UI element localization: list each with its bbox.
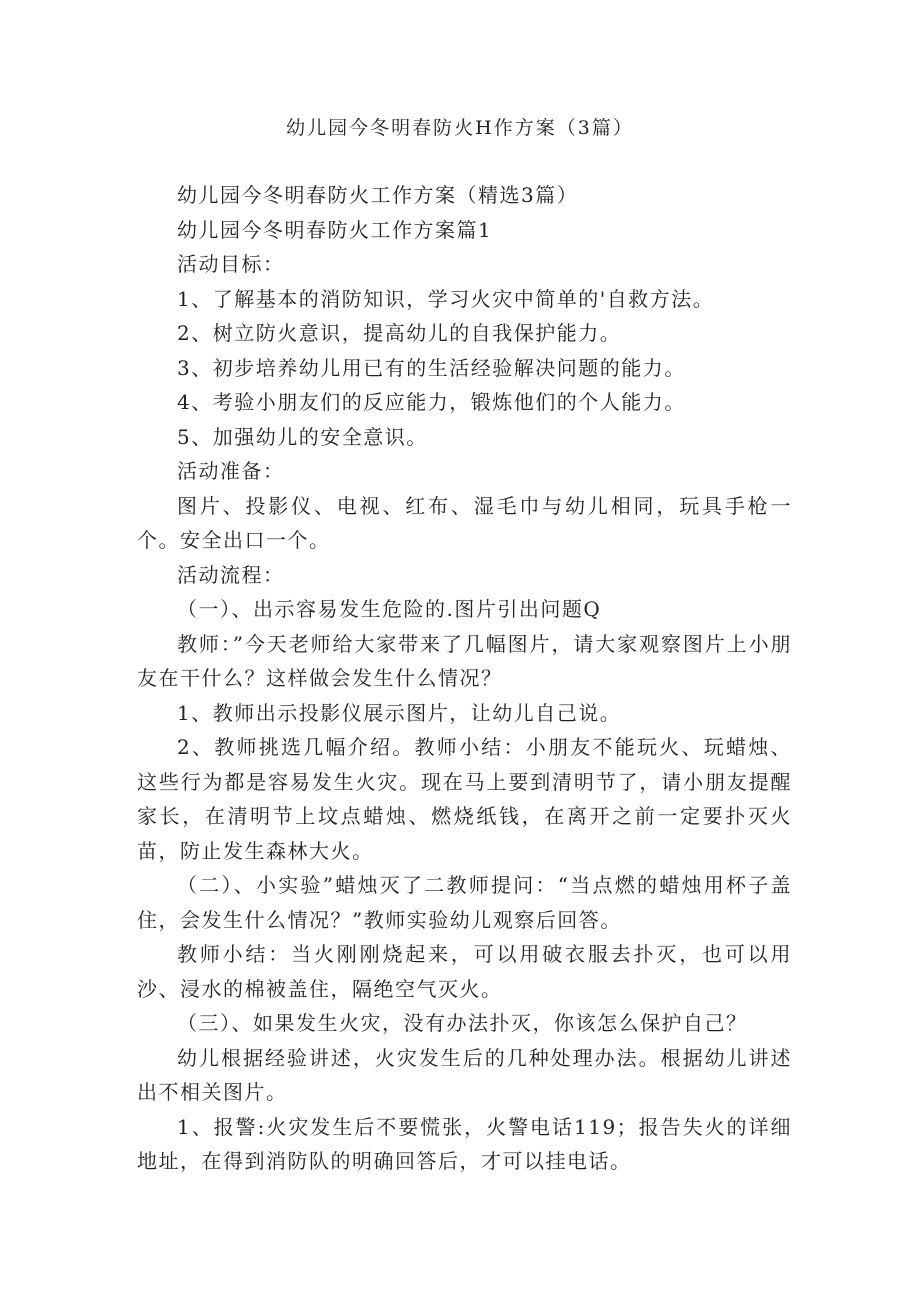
paragraph: 活动准备：: [177, 459, 285, 483]
paragraph: 2、教师挑选几幅介绍。教师小结：小朋友不能玩火、玩蜡烛、这些行为都是容易发生火灾。现在马上要到清明节了，请小朋友提醒家长，在清明节上坟点蜡烛、燃烧纸钱，在离开之前一定要扑灭火苗，防止发生森林大火。: [137, 735, 792, 863]
paragraph: 幼儿根据经验讲述，火灾发生后的几种处理办法。根据幼儿讲述出不相关图片。: [137, 1045, 792, 1104]
paragraph: 5、加强幼儿的安全意识。: [177, 424, 428, 449]
paragraph: （一）、出示容易发生危险的.图片引出问题Q: [177, 597, 602, 621]
paragraph: 1、教师出示投影仪展示图片，让幼儿自己说。: [177, 700, 622, 725]
paragraph: 教师小结：当火刚刚烧起来，可以用破衣服去扑灭，也可以用沙、浸水的棉被盖住，隔绝空气灭火。: [137, 942, 792, 1001]
document-body: [137, 178, 792, 1179]
paragraph: 3、初步培养幼儿用已有的生活经验解决问题的能力。: [177, 355, 686, 380]
paragraph: （三）、如果发生火灾，没有办法扑灭，你该怎么保护自己？: [177, 1011, 748, 1035]
paragraph: 幼儿园今冬明春防火工作方案（精选3篇）: [177, 183, 579, 207]
paragraph: 1、了解基本的消防知识，学习火灾中简单的'自救方法。: [177, 286, 715, 311]
paragraph: 图片、投影仪、电视、红布、湿毛巾与幼儿相同，玩具手枪一个。安全出口一个。: [137, 493, 792, 552]
paragraph: 幼儿园今冬明春防火工作方案篇1: [177, 217, 493, 242]
paragraph: 1、报警:火灾发生后不要慌张，火警电话119；报告失火的详细地址，在得到消防队的明确回答后，才可以挂电话。: [137, 1114, 792, 1173]
paragraph: 活动目标：: [177, 252, 285, 276]
document-title: 幼儿园今冬明春防火H作方案（3篇）: [286, 117, 634, 139]
paragraph: 教师：”今天老师给大家带来了几幅图片，请大家观察图片上小朋友在干什么？这样做会发生什么情况？: [137, 631, 792, 690]
paragraph: 2、树立防火意识，提高幼儿的自我保护能力。: [177, 321, 622, 345]
paragraph: （二）、小实验”蜡烛灭了二教师提问：“当点燃的蜡烛用杯子盖住，会发生什么情况？”教师实验幼儿观察后回答。: [137, 873, 792, 932]
paragraph: 4、考验小朋友们的反应能力，锻炼他们的个人能力。: [177, 390, 686, 414]
paragraph: 活动流程：: [177, 562, 285, 587]
